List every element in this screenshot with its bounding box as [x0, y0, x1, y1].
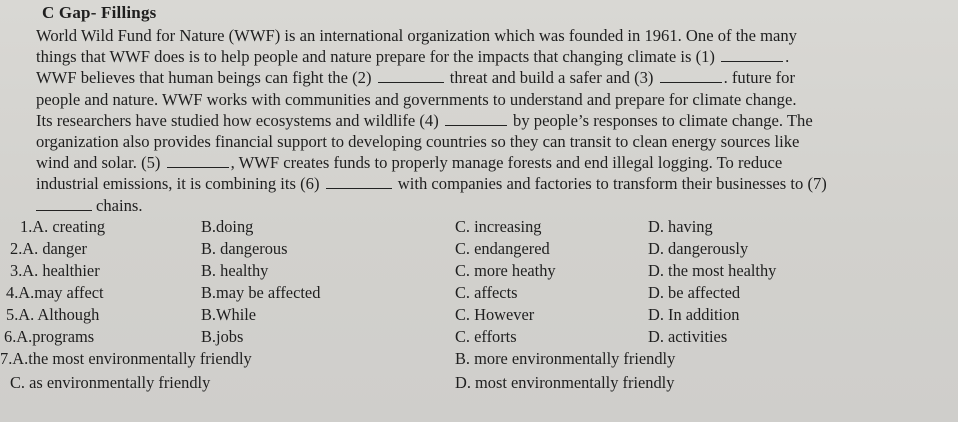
q2-option-c[interactable]: C. endangered [455, 239, 550, 258]
q6-option-b[interactable]: B.jobs [201, 327, 244, 346]
q5-option-b[interactable]: B.While [201, 305, 257, 324]
option-text: A. healthier [22, 261, 100, 280]
option-text: A.the most environmentally friendly [12, 349, 252, 368]
q1-option-c[interactable]: C. increasing [455, 217, 542, 236]
passage-text: . [785, 47, 790, 67]
passage-text: organization also provides financial support to developing countries so they can transit to clean energy sources like [36, 131, 800, 151]
passage-text: WWF believes that human beings can fight the (2) [36, 68, 376, 88]
passage-text: chains. [96, 195, 143, 215]
q7-option-b[interactable]: B. more environmentally friendly [455, 349, 676, 368]
q7-option-c[interactable]: C. as environmentally friendly [10, 373, 211, 392]
q4-option-d[interactable]: D. be affected [648, 283, 741, 302]
q2-option-d[interactable]: D. dangerously [648, 239, 749, 258]
option-text: A.programs [16, 327, 95, 346]
q3-option-b[interactable]: B. healthy [201, 261, 269, 280]
q3-option-a[interactable] [10, 261, 100, 281]
q5-option-d[interactable]: D. In addition [648, 305, 740, 324]
passage-text: things that WWF does is to help people and nature prepare for the impacts that changing climate is (1) [36, 47, 720, 67]
q7-option-d[interactable]: D. most environmentally friendly [455, 373, 675, 392]
q5-option-c[interactable]: C. However [455, 305, 535, 324]
q4-option-b[interactable]: B.may be affected [201, 283, 321, 302]
q3-option-d[interactable]: D. the most healthy [648, 261, 777, 280]
passage-text: . future for [723, 68, 795, 88]
option-text: A. creating [32, 217, 106, 236]
q6-option-a[interactable] [4, 327, 94, 347]
q2-option-b[interactable]: B. dangerous [201, 239, 288, 258]
section-heading: C Gap- Fillings [42, 3, 157, 22]
question-number: 7. [0, 349, 13, 368]
question-number: 6. [4, 327, 17, 346]
q6-option-c[interactable]: C. efforts [455, 327, 517, 346]
question-number: 5. [6, 305, 19, 324]
question-number: 4. [6, 283, 19, 302]
q4-option-c[interactable]: C. affects [455, 283, 518, 302]
option-text: A. Although [18, 305, 100, 324]
q3-option-c[interactable]: C. more heathy [455, 261, 556, 280]
passage-text: , WWF creates funds to properly manage forests and end illegal logging. To reduce [230, 153, 783, 173]
q6-option-d[interactable]: D. activities [648, 327, 728, 346]
passage-text: with companies and factories to transform their businesses to (7) [393, 174, 827, 194]
question-number: 1. [20, 217, 33, 236]
option-text: A.may affect [18, 283, 104, 302]
question-number: 2. [10, 239, 23, 258]
passage-text: people and nature. WWF works with communities and governments to understand and prepare for climate change. [36, 89, 797, 109]
passage-text: by people’s responses to climate change. The [508, 110, 813, 130]
option-text: A. danger [22, 239, 87, 258]
question-number: 3. [10, 261, 23, 280]
q1-option-b[interactable]: B.doing [201, 217, 254, 236]
passage-text: industrial emissions, it is combining its (6) [36, 174, 324, 194]
passage-text: wind and solar. (5) [36, 153, 165, 173]
passage-text: Its researchers have studied how ecosystems and wildlife (4) [36, 110, 443, 130]
q2-option-a[interactable] [10, 239, 87, 259]
q4-option-a[interactable] [6, 283, 104, 303]
q7-option-a[interactable] [0, 349, 252, 369]
q5-option-a[interactable] [6, 305, 99, 325]
q1-option-a[interactable] [20, 217, 105, 237]
q1-option-d[interactable]: D. having [648, 217, 713, 236]
passage-text: threat and build a safer and (3) [445, 68, 658, 88]
passage-text: World Wild Fund for Nature (WWF) is an international organization which was founded in 1961. One of the many [36, 26, 797, 45]
